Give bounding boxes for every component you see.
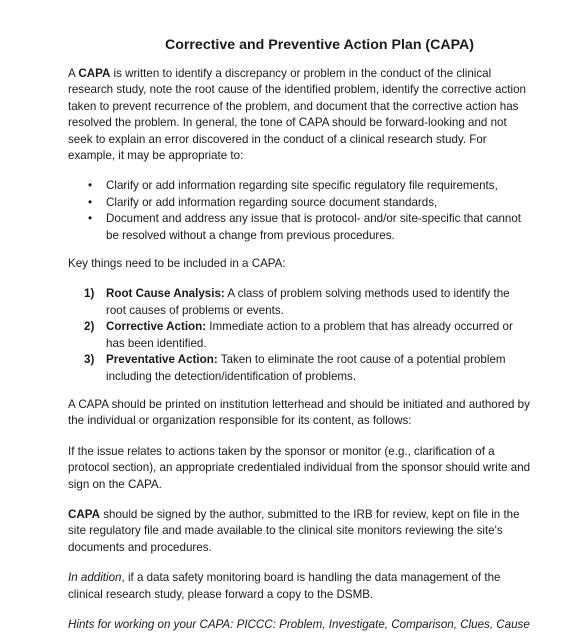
letterhead-paragraph: A CAPA should be printed on institution letterhead and should be initiated and authored by the individual or organization responsible for its content, as follows: <box>68 397 530 428</box>
document-title: Corrective and Preventive Action Plan (CAPA) <box>164 37 475 53</box>
signature-capa-term: CAPA <box>68 507 100 521</box>
item-term: Corrective Action: <box>106 320 207 334</box>
intro-text: is written to identify a discrepancy or problem in the conduct of the clinical research study, note the root cause of the identified problem, identify the corrective action taken to prevent recurrence of the problem, and document that the corrective action has resolved the problem. In general, the tone of CAPA should be forward-looking and not seek to explain an error discovered in the conduct of a clinical research study. For example, it may be appropriate to: <box>68 67 526 163</box>
dsmb-paragraph <box>68 570 531 603</box>
list-item-text: Clarify or add information regarding site specific regulatory file requirements, <box>106 179 498 193</box>
intro-paragraph <box>68 66 531 164</box>
list-item <box>68 211 531 244</box>
key-things-intro: Key things need to be included in a CAPA: <box>68 257 286 271</box>
item-description: A class of problem solving methods used to identify the root causes of problems or events. <box>106 287 510 317</box>
intro-lead: A <box>68 67 79 80</box>
item-number: 1) <box>84 287 95 301</box>
bullet-icon: • <box>88 179 93 193</box>
sponsor-paragraph: If the issue relates to actions taken by the sponsor or monitor (e.g., clarification of a protocol section), an appropriate credentialed individual from the sponsor should write and sign on the CAPA. <box>68 444 531 491</box>
item-term: Root Cause Analysis: <box>106 287 225 301</box>
examples-list <box>68 178 531 244</box>
intro-capa-term: CAPA <box>78 67 111 80</box>
signature-paragraph <box>68 507 531 556</box>
dsmb-text: , if a data safety monitoring board is handling the data management of the clinical research study, please forward a copy to the DSMB. <box>68 571 501 601</box>
list-item-text: Clarify or add information regarding source document standards, <box>106 195 438 209</box>
item-term: Preventative Action: <box>106 353 218 367</box>
item-number: 2) <box>84 320 95 334</box>
list-item <box>68 352 531 385</box>
item-description: Taken to eliminate the root cause of a potential problem including the detection/identification of problems. <box>106 353 506 383</box>
list-item <box>68 178 531 194</box>
bullet-icon: • <box>88 195 93 209</box>
list-item-text: Document and address any issue that is protocol- and/or site-specific that cannot be resolved without a change from previous procedures. <box>106 212 522 242</box>
dsmb-italic-lead: In addition <box>68 571 122 585</box>
list-item <box>68 286 531 319</box>
list-item <box>68 195 531 211</box>
bullet-icon: • <box>88 212 93 226</box>
item-number: 3) <box>84 353 95 367</box>
item-description: Immediate action to a problem that has already occurred or has been identified. <box>106 320 513 350</box>
hints-paragraph: Hints for working on your CAPA: PICCC: Problem, Investigate, Comparison, Clues, Cause <box>68 617 530 631</box>
list-item <box>68 319 531 352</box>
key-things-list <box>68 286 531 384</box>
signature-text: should be signed by the author, submitted to the IRB for review, kept on file in the site regulatory file and made available to the clinical site monitors reviewing the site's documents and procedures. <box>68 507 520 554</box>
